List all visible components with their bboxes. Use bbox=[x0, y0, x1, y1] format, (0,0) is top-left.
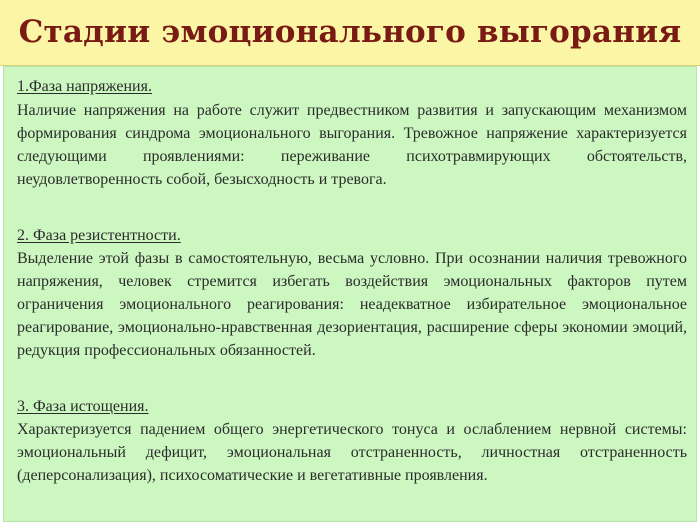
section-body-resistance: Выделение этой фазы в самостоятельную, весьма условно. При осознании наличия тревожного напряжения, человек стремится избегать воздействия эмоциональных факторов путем ограничения эмоционального реагирования: неадекватное избирательное эмоциональное реагирование, эмоционально-нравственная дезориентация, расширение сферы экономии эмоций, редукция профессиональных обязанностей. bbox=[17, 250, 687, 359]
slide-title: Стадии эмоционального выгорания bbox=[18, 14, 682, 50]
section-heading-resistance: 2. Фаза резистентности. bbox=[17, 227, 181, 244]
section-heading-tension: 1.Фаза напряжения. bbox=[17, 78, 152, 95]
title-bar bbox=[0, 0, 700, 66]
section-heading-exhaustion: 3. Фаза истощения. bbox=[17, 398, 149, 415]
content-box bbox=[3, 66, 697, 522]
section-body-exhaustion: Характеризуется падением общего энергетического тонуса и ослаблением нервной системы: эмоциональный дефицит, эмоциональная отстраненность, личностная отстраненность (деперсонализация), психосоматические и вегетативные проявления. bbox=[17, 421, 687, 484]
section-body-tension: Наличие напряжения на работе служит предвестником развития и запускающим механизмом формирования синдрома эмоционального выгорания. Тревожное напряжение характеризуется следующими проявлениями: переживание психотравмирующих обстоятельств, неудовлетворенность собой, безысходность и тревога. bbox=[17, 102, 687, 188]
